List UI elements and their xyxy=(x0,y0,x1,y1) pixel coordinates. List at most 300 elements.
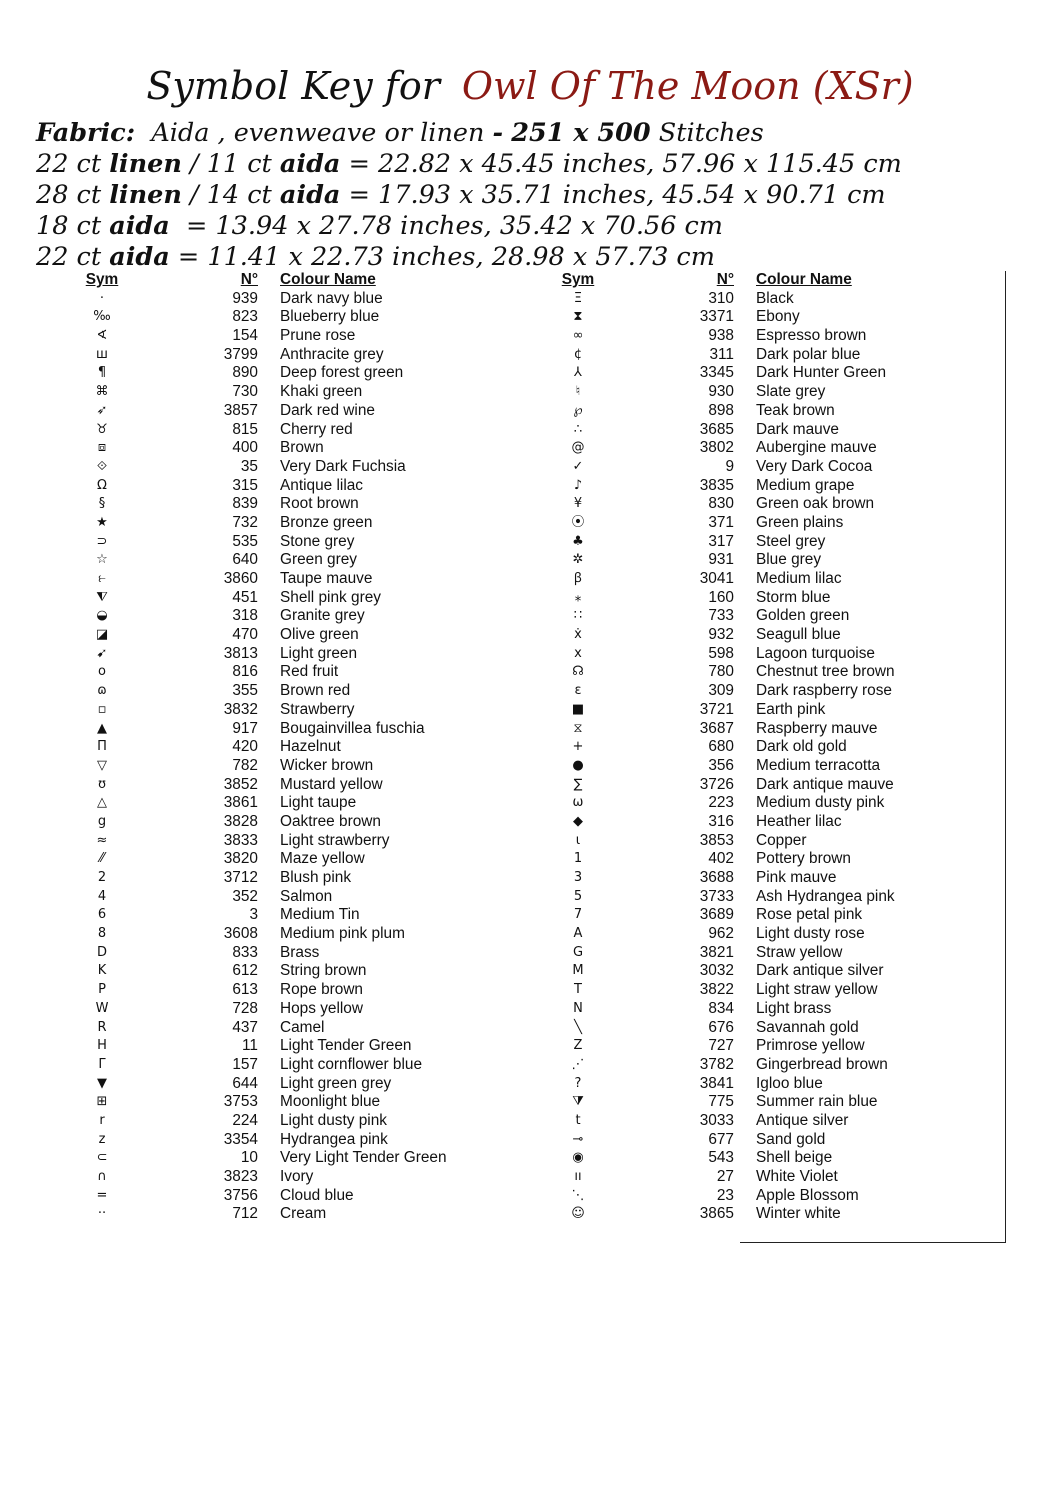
symbol-cell: ‰ xyxy=(93,309,111,325)
colour-name-cell: Teak brown xyxy=(756,401,835,419)
symbol-cell: ∞ xyxy=(572,328,584,344)
number-cell: 10 xyxy=(240,1149,258,1167)
symbol-cell: ⋱ xyxy=(571,1187,585,1203)
number-cell: 598 xyxy=(708,644,734,662)
colour-name-cell: Dark red wine xyxy=(280,401,375,419)
number-cell: 27 xyxy=(716,1168,734,1185)
colour-name-cell: Storm blue xyxy=(756,588,831,606)
table-row xyxy=(70,364,500,383)
colour-name-cell: Dark raspberry rose xyxy=(756,682,892,700)
number-cell: 939 xyxy=(232,289,258,307)
number-cell: 733 xyxy=(708,607,734,625)
table-row xyxy=(70,589,500,608)
colour-name-cell: Light cornflower blue xyxy=(280,1055,423,1073)
table-row xyxy=(546,570,976,589)
number-cell: 730 xyxy=(232,383,258,401)
header-colour-name: Colour Name xyxy=(280,271,376,288)
colour-name-cell: Antique silver xyxy=(756,1111,849,1129)
symbol-cell: ⅄ xyxy=(574,365,582,381)
symbol-cell: ẋ xyxy=(574,627,582,643)
table-row xyxy=(546,794,976,813)
colour-name-cell: Camel xyxy=(280,1018,325,1036)
number-cell: 3828 xyxy=(223,812,258,830)
symbol-cell: ⦿ xyxy=(571,514,585,530)
number-cell: 400 xyxy=(232,439,258,457)
colour-name-cell: Antique lilac xyxy=(280,476,363,494)
number-cell: 3721 xyxy=(699,700,734,718)
colour-name-cell: Dark antique mauve xyxy=(756,775,894,793)
number-cell: 640 xyxy=(232,551,258,569)
number-cell: 35 xyxy=(240,457,258,475)
symbol-cell: ☆ xyxy=(96,552,108,568)
symbol-cell: ¥ xyxy=(573,496,583,512)
symbol-cell: A xyxy=(573,926,583,942)
table-row xyxy=(546,626,976,645)
table-row xyxy=(546,944,976,963)
number-cell: 613 xyxy=(232,981,258,999)
table-row xyxy=(546,981,976,1000)
colour-name-cell: Root brown xyxy=(280,495,359,513)
symbol-cell: 2 xyxy=(97,870,107,885)
symbol-cell: ♮ xyxy=(575,384,581,400)
symbol-cell: ⁎ xyxy=(574,589,582,605)
number-cell: 3712 xyxy=(223,869,258,886)
symbol-cell: ⌘ xyxy=(95,384,109,400)
symbol-cell: z xyxy=(98,1131,106,1147)
colour-name-cell: Savannah gold xyxy=(756,1018,859,1036)
number-cell: 3033 xyxy=(699,1111,734,1129)
number-cell: 3820 xyxy=(223,850,258,868)
table-row xyxy=(546,962,976,981)
table-row xyxy=(70,925,500,944)
table-row xyxy=(546,402,976,421)
table-row xyxy=(70,439,500,458)
symbol-cell: K xyxy=(97,963,107,979)
symbol-cell: ɩ xyxy=(575,832,581,848)
table-row xyxy=(546,346,976,365)
symbol-cell: ⊂ xyxy=(96,1150,108,1166)
table-row xyxy=(70,962,500,981)
symbol-cell: ¶ xyxy=(97,365,107,381)
symbol-cell: ⊞ xyxy=(96,1094,108,1110)
symbol-cell: t xyxy=(575,1112,581,1128)
number-cell: 3861 xyxy=(223,794,258,812)
number-cell: 732 xyxy=(232,513,258,531)
symbol-cell: Z xyxy=(573,1038,583,1054)
header-sym: Sym xyxy=(85,271,119,288)
colour-name-cell: Mustard yellow xyxy=(280,775,383,793)
colour-name-cell: Brown xyxy=(280,439,324,457)
table-row xyxy=(546,327,976,346)
colour-name-cell: Granite grey xyxy=(280,607,365,625)
symbol-cell: ◒ xyxy=(96,608,108,624)
table-row xyxy=(546,645,976,664)
symbol-cell: ꞵ xyxy=(573,571,583,586)
table-row xyxy=(546,514,976,533)
size-dimensions: = 22.82 x 45.45 inches, 57.96 x 115.45 cm xyxy=(348,149,902,179)
symbol-cell: + xyxy=(572,739,584,755)
table-header xyxy=(546,271,976,290)
table-row xyxy=(546,888,976,907)
colour-name-cell: Cherry red xyxy=(280,420,353,438)
border-line-horizontal xyxy=(740,1242,1006,1243)
table-row xyxy=(546,458,976,477)
symbol-cell: ∴ xyxy=(573,421,583,437)
symbol-cell: ▼ xyxy=(97,1075,107,1091)
colour-name-cell: Blush pink xyxy=(280,869,352,886)
table-row xyxy=(70,308,500,327)
number-cell: 402 xyxy=(708,850,734,868)
size-material: linen xyxy=(109,149,182,179)
number-cell: 917 xyxy=(232,719,258,737)
symbol-cell: ɷ xyxy=(97,683,107,699)
number-cell: 3753 xyxy=(223,1093,258,1111)
table-row xyxy=(70,1205,500,1224)
number-cell: 815 xyxy=(232,420,258,438)
symbol-cell: ➹ xyxy=(96,645,108,661)
size-line xyxy=(36,180,1036,211)
table-row xyxy=(546,589,976,608)
table-row xyxy=(70,981,500,1000)
table-row xyxy=(70,533,500,552)
table-row xyxy=(70,570,500,589)
colour-name-cell: Light straw yellow xyxy=(756,981,878,999)
colour-name-cell: Heather lilac xyxy=(756,812,842,830)
number-cell: 834 xyxy=(708,999,734,1017)
colour-name-cell: Bougainvillea fuschia xyxy=(280,719,425,737)
symbol-cell: ∑ xyxy=(573,776,583,792)
number-cell: 727 xyxy=(708,1037,734,1055)
symbol-cell: △ xyxy=(97,795,107,811)
table-row xyxy=(70,458,500,477)
table-row xyxy=(70,776,500,795)
symbol-cell: r xyxy=(99,1112,105,1128)
number-cell: 833 xyxy=(232,943,258,961)
symbol-cell: ·· xyxy=(97,1206,107,1222)
number-cell: 898 xyxy=(708,401,734,419)
symbol-cell: 5 xyxy=(573,888,583,904)
table-row xyxy=(546,925,976,944)
symbol-cell: ∢ xyxy=(96,328,108,344)
number-cell: 612 xyxy=(232,962,258,980)
colour-name-cell: Hazelnut xyxy=(280,738,341,756)
symbol-cell: ıı xyxy=(574,1169,582,1184)
size-line xyxy=(36,211,1036,242)
symbol-cell: ✲ xyxy=(572,552,584,568)
number-cell: 3823 xyxy=(223,1168,258,1185)
symbol-cell: Γ xyxy=(98,1056,106,1072)
number-cell: 3354 xyxy=(223,1130,258,1148)
table-row xyxy=(70,514,500,533)
table-row xyxy=(70,645,500,664)
colour-name-cell: Slate grey xyxy=(756,383,826,401)
colour-name-cell: Light dusty pink xyxy=(280,1111,387,1129)
table-row xyxy=(70,1037,500,1056)
number-cell: 9 xyxy=(725,457,734,475)
number-cell: 712 xyxy=(232,1205,258,1223)
table-row xyxy=(546,607,976,626)
symbol-cell: ♉ xyxy=(96,421,108,437)
fabric-types: Aida , evenweave or linen xyxy=(151,118,485,148)
symbol-cell: Ξ xyxy=(573,290,583,306)
table-row xyxy=(70,1112,500,1131)
symbol-cell: ⊸ xyxy=(572,1131,584,1147)
symbol-cell: H xyxy=(97,1038,107,1054)
symbol-cell: ∩ xyxy=(97,1169,107,1184)
colour-name-cell: Shell beige xyxy=(756,1149,833,1167)
table-row xyxy=(70,327,500,346)
colour-name-cell: Green grey xyxy=(280,551,357,569)
title-prefix: Symbol Key for xyxy=(146,64,440,108)
table-row xyxy=(546,720,976,739)
number-cell: 3860 xyxy=(223,570,258,587)
symbol-cell: ʊ xyxy=(97,776,107,792)
number-cell: 3733 xyxy=(699,887,734,905)
colour-name-cell: Hops yellow xyxy=(280,999,363,1017)
number-cell: 3865 xyxy=(699,1205,734,1223)
number-cell: 775 xyxy=(708,1093,734,1111)
size-line xyxy=(36,149,1036,180)
table-row xyxy=(546,757,976,776)
size-count: 28 ct xyxy=(36,180,102,210)
symbol-cell: ⟐ xyxy=(96,458,108,474)
symbol-cell: ▽ xyxy=(97,757,107,773)
number-cell: 3833 xyxy=(223,831,258,849)
number-cell: 3782 xyxy=(699,1055,734,1073)
table-row xyxy=(546,551,976,570)
colour-name-cell: Raspberry mauve xyxy=(756,719,878,737)
table-row xyxy=(70,906,500,925)
table-row xyxy=(546,477,976,496)
number-cell: 932 xyxy=(708,626,734,644)
table-row xyxy=(546,364,976,383)
colour-name-cell: Rose petal pink xyxy=(756,906,863,924)
table-row xyxy=(546,701,976,720)
table-row xyxy=(70,701,500,720)
table-row xyxy=(70,1187,500,1206)
table-row xyxy=(546,1149,976,1168)
table-row xyxy=(70,944,500,963)
colour-name-cell: Dark antique silver xyxy=(756,962,884,980)
colour-name-cell: Maze yellow xyxy=(280,850,365,868)
colour-name-cell: Very Dark Fuchsia xyxy=(280,457,406,475)
symbol-cell: ☊ xyxy=(572,664,584,680)
table-row xyxy=(70,1149,500,1168)
table-row xyxy=(70,421,500,440)
number-cell: 352 xyxy=(232,887,258,905)
colour-name-cell: Primrose yellow xyxy=(756,1037,865,1055)
number-cell: 839 xyxy=(232,495,258,513)
symbol-cell: 4 xyxy=(97,888,107,904)
symbol-cell: ⧈ xyxy=(97,440,107,456)
number-cell: 3821 xyxy=(699,943,734,961)
symbol-cell: ■ xyxy=(571,701,585,717)
number-cell: 3345 xyxy=(699,364,734,382)
symbol-cell: ? xyxy=(574,1075,582,1091)
number-cell: 224 xyxy=(232,1111,258,1129)
colour-name-cell: Chestnut tree brown xyxy=(756,663,895,681)
table-row xyxy=(546,290,976,309)
stitch-count: 251 x 500 xyxy=(511,118,651,148)
symbol-cell: ♣ xyxy=(572,533,584,549)
size-dimensions: = 11.41 x 22.73 inches, 28.98 x 57.73 cm xyxy=(177,242,715,272)
colour-name-cell: Brown red xyxy=(280,682,351,700)
number-cell: 3685 xyxy=(699,420,734,438)
size-material: aida xyxy=(109,242,170,272)
symbol-cell: ⥼ xyxy=(98,571,106,586)
colour-name-cell: Medium terracotta xyxy=(756,756,881,774)
table-row xyxy=(546,813,976,832)
header-number: N° xyxy=(240,271,258,288)
colour-name-cell: Winter white xyxy=(756,1205,841,1223)
number-cell: 309 xyxy=(708,682,734,700)
number-cell: 535 xyxy=(232,532,258,550)
size-dimensions: = 17.93 x 35.71 inches, 45.54 x 90.71 cm xyxy=(348,180,886,210)
table-row xyxy=(546,1187,976,1206)
table-row xyxy=(546,533,976,552)
symbol-cell: ω xyxy=(572,795,584,811)
symbol-cell: ◆ xyxy=(573,813,583,829)
colour-name-cell: Copper xyxy=(756,831,807,849)
colour-name-cell: Ivory xyxy=(280,1168,314,1185)
number-cell: 3853 xyxy=(699,831,734,849)
table-row xyxy=(70,495,500,514)
table-row xyxy=(546,682,976,701)
number-cell: 437 xyxy=(232,1018,258,1036)
symbol-cell: N xyxy=(573,1000,583,1016)
symbol-table-right xyxy=(546,271,976,1224)
colour-name-cell: Light taupe xyxy=(280,794,357,812)
colour-name-cell: Dark navy blue xyxy=(280,289,383,307)
number-cell: 3608 xyxy=(223,925,258,943)
table-row xyxy=(70,626,500,645)
colour-name-cell: Taupe mauve xyxy=(280,570,373,587)
table-row xyxy=(70,1131,500,1150)
table-row xyxy=(546,1056,976,1075)
colour-name-cell: Salmon xyxy=(280,887,333,905)
table-row xyxy=(70,738,500,757)
number-cell: 157 xyxy=(232,1055,258,1073)
table-row xyxy=(546,906,976,925)
table-row xyxy=(546,738,976,757)
header-sym: Sym xyxy=(561,271,595,288)
size-line xyxy=(36,242,1036,273)
colour-name-cell: Very Light Tender Green xyxy=(280,1149,447,1167)
size-material-alt: aida xyxy=(279,149,341,179)
colour-name-cell: Steel grey xyxy=(756,532,826,550)
colour-name-cell: Light green grey xyxy=(280,1074,392,1092)
colour-name-cell: Olive green xyxy=(280,626,359,644)
colour-name-cell: Medium grape xyxy=(756,476,855,494)
size-count: 22 ct xyxy=(36,242,102,272)
colour-name-cell: Dark mauve xyxy=(756,420,839,438)
colour-name-cell: Shell pink grey xyxy=(280,588,381,606)
number-cell: 318 xyxy=(232,607,258,625)
colour-name-cell: Ebony xyxy=(756,308,800,326)
number-cell: 3822 xyxy=(699,981,734,999)
symbol-cell: D xyxy=(96,944,107,960)
number-cell: 3802 xyxy=(699,439,734,457)
number-cell: 371 xyxy=(708,513,734,531)
number-cell: 890 xyxy=(232,364,258,382)
table-row xyxy=(70,346,500,365)
table-row xyxy=(546,421,976,440)
colour-name-cell: Cream xyxy=(280,1205,327,1223)
symbol-cell: ≈ xyxy=(96,832,108,848)
number-cell: 317 xyxy=(708,532,734,550)
number-cell: 470 xyxy=(232,626,258,644)
symbol-cell: R xyxy=(97,1019,107,1035)
number-cell: 420 xyxy=(232,738,258,756)
table-row xyxy=(546,495,976,514)
colour-name-cell: Anthracite grey xyxy=(280,345,384,363)
table-row xyxy=(546,1168,976,1187)
symbol-cell: ⧨ xyxy=(96,589,108,605)
symbol-cell: G xyxy=(572,944,584,960)
symbol-cell: ⧖ xyxy=(573,720,583,736)
colour-name-cell: String brown xyxy=(280,962,367,980)
colour-name-cell: Green oak brown xyxy=(756,495,875,513)
colour-name-cell: Rope brown xyxy=(280,981,363,999)
number-cell: 315 xyxy=(232,476,258,494)
table-row xyxy=(70,1093,500,1112)
symbol-cell: ш xyxy=(96,346,108,362)
design-name: Owl Of The Moon (XSr) xyxy=(461,64,914,108)
symbol-cell: ⧩ xyxy=(572,1094,584,1110)
colour-name-cell: Oaktree brown xyxy=(280,812,381,830)
colour-name-cell: Summer rain blue xyxy=(756,1093,878,1111)
symbol-cell: 8 xyxy=(97,926,107,942)
number-cell: 930 xyxy=(708,383,734,401)
symbol-cell: ▫ xyxy=(97,701,107,717)
stitches-word: Stitches xyxy=(658,118,764,148)
table-row xyxy=(546,1112,976,1131)
size-count-alt: / 11 ct xyxy=(190,149,272,179)
colour-name-cell: White Violet xyxy=(756,1168,838,1185)
number-cell: 3687 xyxy=(699,719,734,737)
symbol-cell: § xyxy=(98,496,106,512)
table-row xyxy=(546,850,976,869)
number-cell: 680 xyxy=(708,738,734,756)
number-cell: 931 xyxy=(708,551,734,569)
symbol-cell: ▲ xyxy=(97,720,107,736)
header-number: N° xyxy=(716,271,734,288)
colour-name-cell: Espresso brown xyxy=(756,327,867,345)
symbol-cell: T xyxy=(574,982,582,998)
number-cell: 816 xyxy=(232,663,258,681)
table-row xyxy=(70,1056,500,1075)
table-row xyxy=(546,308,976,327)
colour-name-cell: Golden green xyxy=(756,607,850,625)
number-cell: 3726 xyxy=(699,775,734,793)
number-cell: 830 xyxy=(708,495,734,513)
colour-name-cell: Light dusty rose xyxy=(756,925,865,943)
number-cell: 3041 xyxy=(699,570,734,587)
table-row xyxy=(546,439,976,458)
symbol-cell: x xyxy=(574,645,582,661)
header-colour-name: Colour Name xyxy=(756,271,852,288)
number-cell: 962 xyxy=(708,925,734,943)
colour-name-cell: Red fruit xyxy=(280,663,339,681)
table-row xyxy=(70,794,500,813)
table-row xyxy=(70,813,500,832)
table-row xyxy=(70,869,500,888)
colour-name-cell: Hydrangea pink xyxy=(280,1130,388,1148)
colour-name-cell: Bronze green xyxy=(280,513,373,531)
table-body xyxy=(546,290,976,1224)
colour-name-cell: Green plains xyxy=(756,513,844,531)
number-cell: 3756 xyxy=(223,1186,258,1204)
